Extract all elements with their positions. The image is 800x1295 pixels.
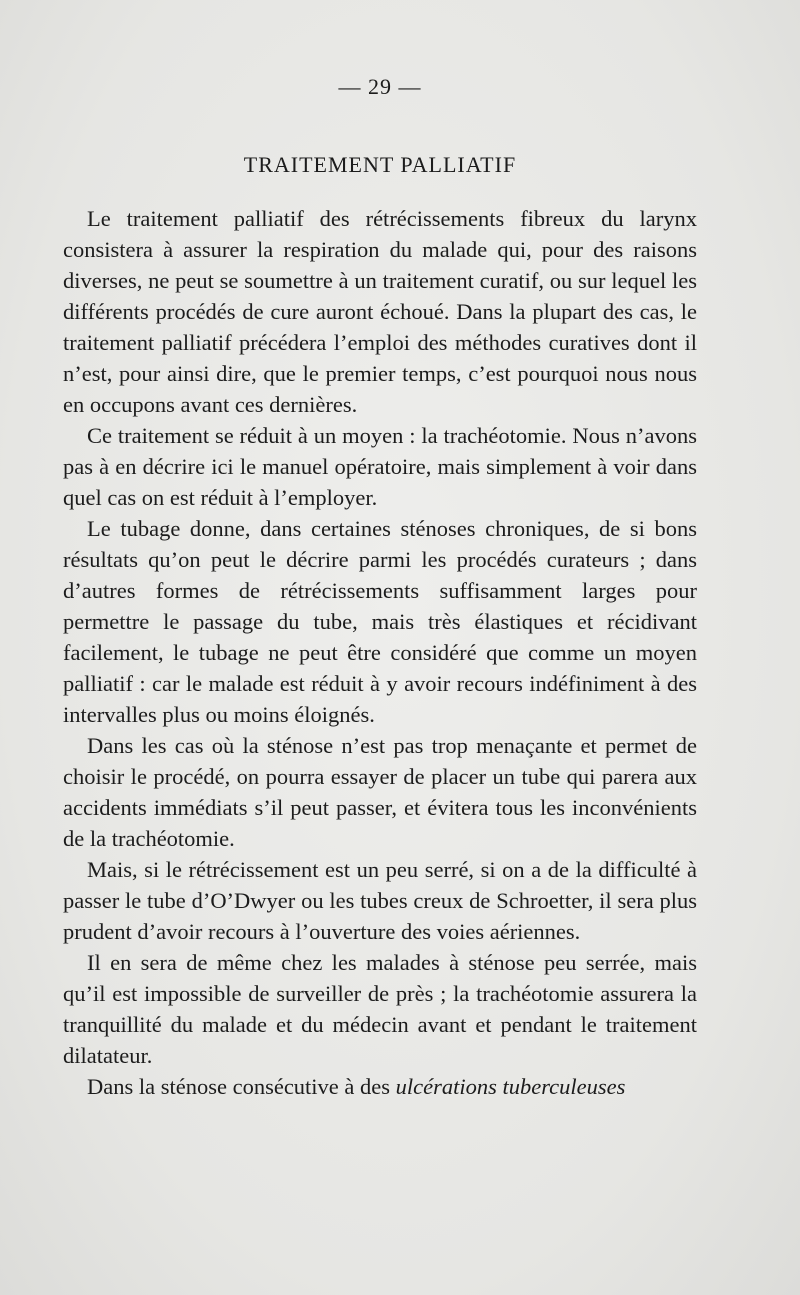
paragraph-text: Dans la sténose consécutive à des bbox=[87, 1074, 396, 1099]
paragraph: Dans les cas où la sténose n’est pas trop menaçante et permet de choisir le procédé, on pourra essayer de placer un tube qui parera aux accidents immédiats s’il peut passer, et évitera tous les inconvénients de la trachéotomie. bbox=[63, 733, 697, 851]
paragraph: Ce traitement se réduit à un moyen : la trachéotomie. Nous n’avons pas à en décrire ici le manuel opératoire, mais simplement à voir dans quel cas on est réduit à l’employer. bbox=[63, 423, 697, 510]
paragraph bbox=[63, 1071, 697, 1102]
paragraph: Mais, si le rétrécissement est un peu serré, si on a de la difficulté à passer le tube d’O’Dwyer ou les tubes creux de Schroetter, il sera plus prudent d’avoir recours à l’ouverture des voies aériennes. bbox=[63, 857, 697, 944]
body-text bbox=[63, 203, 697, 1102]
page-number: — 29 — bbox=[338, 74, 422, 99]
paragraph: Le tubage donne, dans certaines sténoses chroniques, de si bons résultats qu’on peut le décrire parmi les procédés curateurs ; dans d’autres formes de rétrécissements suffisamment larges pour permettre le passage du tube, mais très élastiques et récidivant facilement, le tubage ne peut être considéré que comme un moyen palliatif : car le malade est réduit à y avoir recours indéfiniment à des intervalles plus ou moins éloignés. bbox=[63, 516, 697, 727]
section-title: TRAITEMENT PALLIATIF bbox=[243, 152, 517, 177]
italic-phrase: ulcérations tuberculeuses bbox=[395, 1074, 626, 1099]
paragraph: Le traitement palliatif des rétrécissements fibreux du larynx consistera à assurer la respiration du malade qui, pour des raisons diverses, ne peut se soumettre à un traitement curatif, ou sur lequel les différents procédés de cure auront échoué. Dans la plupart des cas, le traitement palliatif précédera l’emploi des méthodes curatives dont il n’est, pour ainsi dire, que le premier temps, c’est pourquoi nous nous en occupons avant ces dernières. bbox=[63, 206, 697, 417]
paragraph: Il en sera de même chez les malades à sténose peu serrée, mais qu’il est impossible de surveiller de près ; la trachéotomie assurera la tranquillité du malade et du médecin avant et pendant le traitement dilatateur. bbox=[63, 950, 697, 1068]
